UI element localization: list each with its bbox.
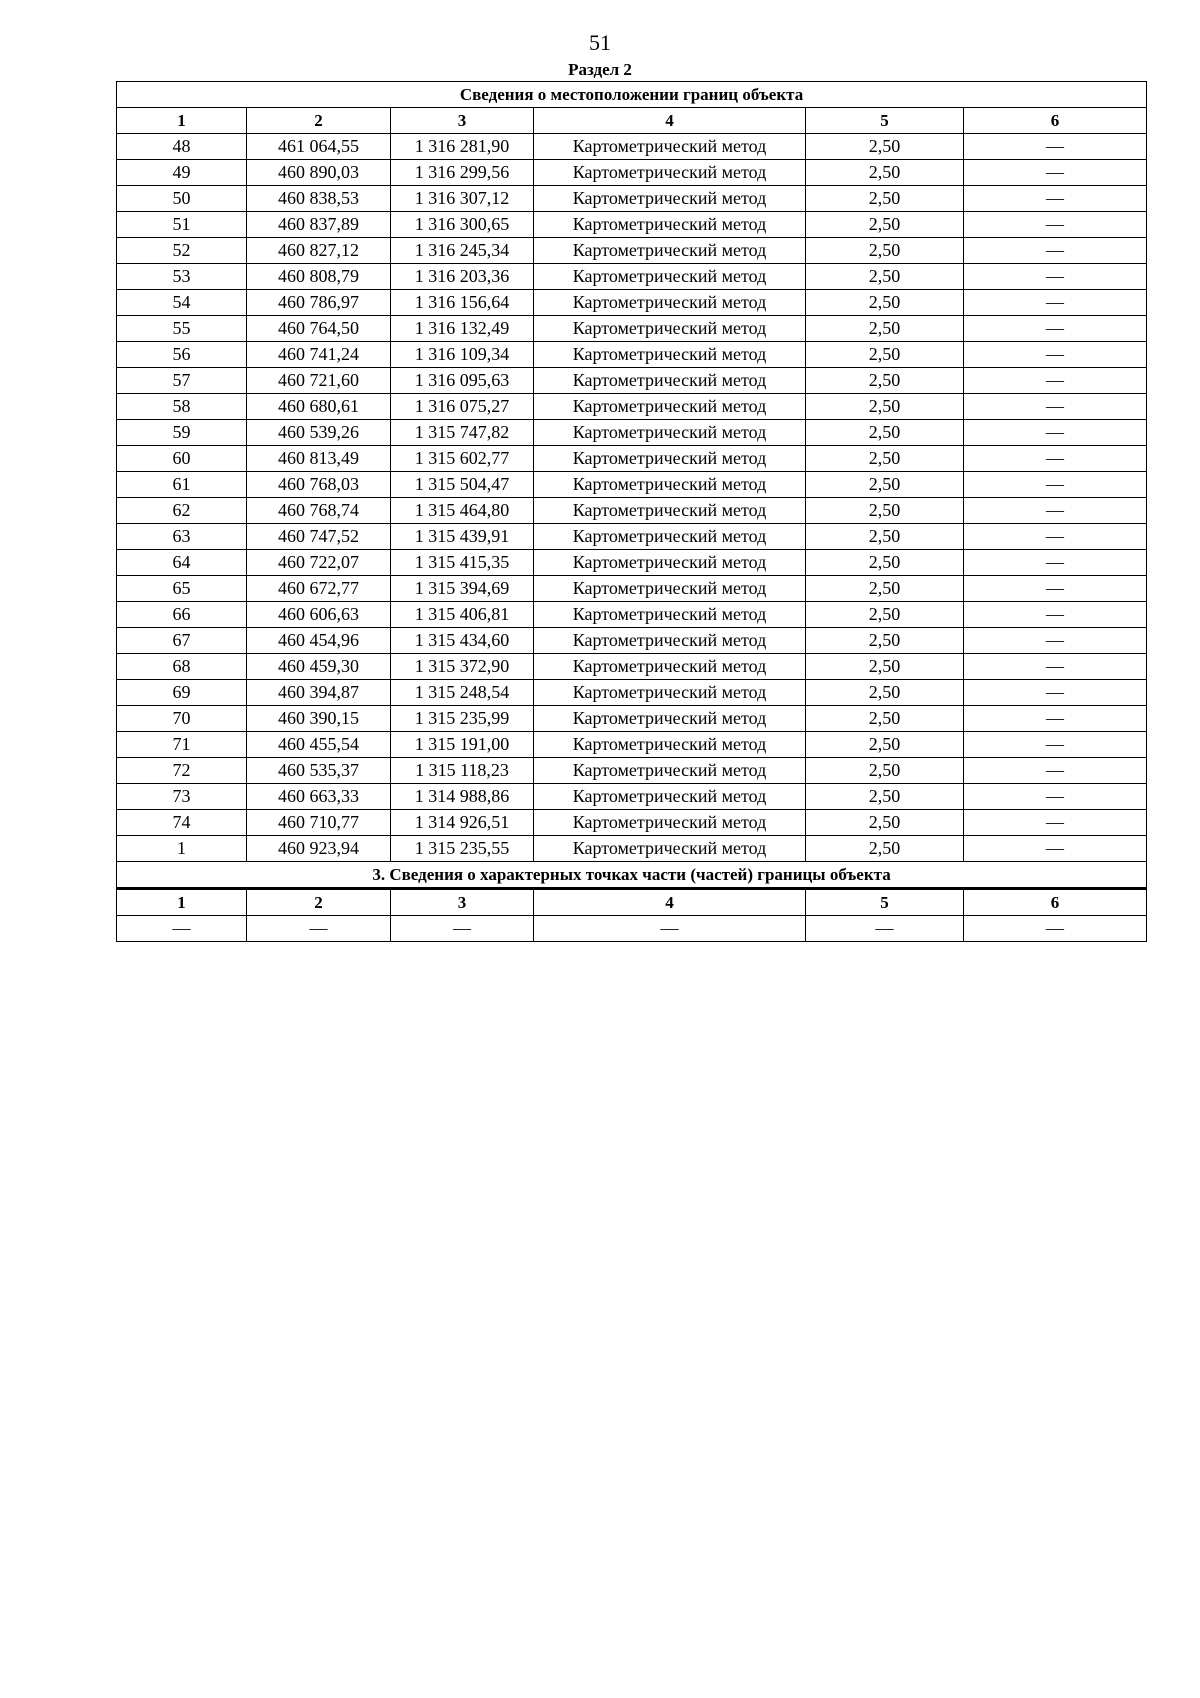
table-cell: 4 [534,108,806,134]
table-row [117,212,1147,238]
table-cell: — [964,706,1147,732]
table-cell: Картометрический метод [534,264,806,290]
table-cell: 72 [117,758,247,784]
table-cell: 460 535,37 [247,758,391,784]
table-cell: 460 786,97 [247,290,391,316]
table-cell: 1 316 245,34 [391,238,534,264]
table-row [117,680,1147,706]
table-cell: 2,50 [806,316,964,342]
table-cell: — [964,134,1147,160]
table-cell: — [964,160,1147,186]
table-cell: Картометрический метод [534,212,806,238]
table-cell: Картометрический метод [534,342,806,368]
table-cell: 1 314 988,86 [391,784,534,810]
table-row [117,602,1147,628]
table-cell: 2 [247,889,391,916]
table-cell: — [964,602,1147,628]
table-cell: — [964,550,1147,576]
table-cell: 1 316 156,64 [391,290,534,316]
table-cell: 2,50 [806,758,964,784]
table-cell: 53 [117,264,247,290]
table-cell: 1 314 926,51 [391,810,534,836]
table-cell: Картометрический метод [534,576,806,602]
table-cell: 1 [117,836,247,862]
table-cell: 460 606,63 [247,602,391,628]
table-cell: 55 [117,316,247,342]
table-cell: 3 [391,889,534,916]
table-cell: 2,50 [806,212,964,238]
table-cell: 1 316 132,49 [391,316,534,342]
table-cell: Картометрический метод [534,628,806,654]
table-row [117,342,1147,368]
table-cell: 49 [117,160,247,186]
table-cell: — [964,238,1147,264]
table-cell: 460 459,30 [247,654,391,680]
table-cell: 2,50 [806,264,964,290]
table-cell: 460 813,49 [247,446,391,472]
table-cell: 1 315 602,77 [391,446,534,472]
table-cell: 2,50 [806,836,964,862]
table-cell: — [964,758,1147,784]
table-cell: — [534,916,806,942]
table-cell: 1 316 109,34 [391,342,534,368]
table-row [117,628,1147,654]
table-cell: 460 768,74 [247,498,391,524]
section3-header-row [117,889,1147,916]
table-cell: 52 [117,238,247,264]
table-cell: 69 [117,680,247,706]
table-cell: 50 [117,186,247,212]
table-cell: — [391,916,534,942]
table-cell: 2,50 [806,706,964,732]
table-cell: 63 [117,524,247,550]
table-cell: — [964,446,1147,472]
table-cell: 460 741,24 [247,342,391,368]
table-cell: Картометрический метод [534,784,806,810]
table-cell: 460 768,03 [247,472,391,498]
table-title-row [117,82,1147,108]
table-row [117,732,1147,758]
table-cell: 59 [117,420,247,446]
table-cell: 460 721,60 [247,368,391,394]
table-cell: 460 390,15 [247,706,391,732]
table-cell: 1 316 299,56 [391,160,534,186]
table-row [117,134,1147,160]
table-cell: 64 [117,550,247,576]
table-cell: 2,50 [806,446,964,472]
table-cell: 2 [247,108,391,134]
table-cell: Картометрический метод [534,654,806,680]
table-cell: 54 [117,290,247,316]
table-cell: 73 [117,784,247,810]
table-cell: 57 [117,368,247,394]
table-cell: 62 [117,498,247,524]
table-row [117,810,1147,836]
table-cell: 2,50 [806,550,964,576]
table-cell: 68 [117,654,247,680]
table-cell: 2,50 [806,732,964,758]
table-row [117,264,1147,290]
table-cell: 1 316 307,12 [391,186,534,212]
table-cell: 51 [117,212,247,238]
table-cell: 460 394,87 [247,680,391,706]
table-cell: 460 827,12 [247,238,391,264]
boundary-table-body [117,82,1147,942]
table-cell: 5 [806,889,964,916]
table-cell: Картометрический метод [534,836,806,862]
table-cell: — [964,420,1147,446]
table-cell: 460 747,52 [247,524,391,550]
table-cell: 2,50 [806,680,964,706]
page-number: 51 [589,30,611,55]
table-cell: — [964,680,1147,706]
table-cell: 71 [117,732,247,758]
table-cell: — [806,916,964,942]
table-row [117,654,1147,680]
table-cell: 1 315 747,82 [391,420,534,446]
table-row [117,238,1147,264]
table-cell: 460 808,79 [247,264,391,290]
table-cell: 1 [117,889,247,916]
table-cell: — [964,654,1147,680]
table-cell: 1 315 406,81 [391,602,534,628]
table-cell: 48 [117,134,247,160]
table-header-row [117,108,1147,134]
table-cell: 2,50 [806,576,964,602]
table-cell: Картометрический метод [534,420,806,446]
table-cell: — [964,576,1147,602]
table-cell: 460 923,94 [247,836,391,862]
table-cell: 460 672,77 [247,576,391,602]
table-cell: 460 710,77 [247,810,391,836]
table-cell: Картометрический метод [534,446,806,472]
table-cell: 460 838,53 [247,186,391,212]
table-cell: 61 [117,472,247,498]
table-row [117,758,1147,784]
table-cell: 2,50 [806,368,964,394]
table-cell: — [964,498,1147,524]
table-cell: 1 315 235,99 [391,706,534,732]
section3-title-row [117,862,1147,889]
table-cell: 70 [117,706,247,732]
table-cell: 2,50 [806,420,964,446]
section-title: Раздел 2 [568,60,632,79]
table-cell: 5 [806,108,964,134]
table-cell: 1 316 075,27 [391,394,534,420]
table-cell: — [964,264,1147,290]
table-cell: 2,50 [806,160,964,186]
table-cell: Картометрический метод [534,550,806,576]
table-cell: 460 680,61 [247,394,391,420]
table-row [117,290,1147,316]
table-cell: Картометрический метод [534,810,806,836]
table-cell: 1 315 372,90 [391,654,534,680]
table-cell: — [964,810,1147,836]
table-cell: Картометрический метод [534,680,806,706]
table-cell: 2,50 [806,654,964,680]
table-cell: Картометрический метод [534,238,806,264]
table-cell: — [964,368,1147,394]
table-cell: 1 315 415,35 [391,550,534,576]
table-cell: Картометрический метод [534,186,806,212]
table-cell: — [964,836,1147,862]
table-cell: 65 [117,576,247,602]
table-cell: 460 837,89 [247,212,391,238]
table-title: Сведения о местоположении границ объекта [117,82,1147,108]
table-row [117,446,1147,472]
table-cell: 2,50 [806,134,964,160]
table-cell: Картометрический метод [534,316,806,342]
table-cell: 460 454,96 [247,628,391,654]
table-row [117,186,1147,212]
table-cell: Картометрический метод [534,732,806,758]
table-cell: 67 [117,628,247,654]
table-cell: — [964,784,1147,810]
table-cell: 66 [117,602,247,628]
table-row [117,394,1147,420]
table-cell: 2,50 [806,394,964,420]
table-row [117,316,1147,342]
table-cell: 1 315 434,60 [391,628,534,654]
table-cell: 60 [117,446,247,472]
table-cell: 2,50 [806,810,964,836]
table-cell: 1 315 118,23 [391,758,534,784]
table-cell: 460 722,07 [247,550,391,576]
table-cell: 460 663,33 [247,784,391,810]
table-cell: Картометрический метод [534,290,806,316]
boundary-table [116,81,1147,942]
table-cell: 56 [117,342,247,368]
table-cell: 460 890,03 [247,160,391,186]
table-cell: 74 [117,810,247,836]
table-cell: 6 [964,108,1147,134]
table-cell: — [964,290,1147,316]
table-cell: Картометрический метод [534,134,806,160]
table-cell: 1 315 439,91 [391,524,534,550]
table-cell: — [247,916,391,942]
table-cell: Картометрический метод [534,472,806,498]
table-cell: 1 316 095,63 [391,368,534,394]
table-row [117,498,1147,524]
table-cell: 2,50 [806,342,964,368]
table-cell: 6 [964,889,1147,916]
table-cell: — [964,472,1147,498]
table-cell: Картометрический метод [534,498,806,524]
table-row [117,550,1147,576]
table-cell: Картометрический метод [534,394,806,420]
table-cell: Картометрический метод [534,160,806,186]
table-cell: — [964,212,1147,238]
table-cell: 2,50 [806,290,964,316]
table-cell: 1 315 235,55 [391,836,534,862]
table-cell: 1 315 248,54 [391,680,534,706]
table-cell: 1 315 504,47 [391,472,534,498]
table-cell: — [964,394,1147,420]
section3-title: 3. Сведения о характерных точках части (частей) границы объекта [117,862,1147,889]
table-cell: Картометрический метод [534,368,806,394]
table-cell: 2,50 [806,602,964,628]
table-cell: Картометрический метод [534,524,806,550]
section3-row [117,916,1147,942]
table-row [117,784,1147,810]
table-cell: — [964,316,1147,342]
table-cell: Картометрический метод [534,758,806,784]
table-row [117,706,1147,732]
table-cell: — [117,916,247,942]
table-cell: 1 316 300,65 [391,212,534,238]
table-cell: Картометрический метод [534,602,806,628]
table-cell: 2,50 [806,498,964,524]
table-row [117,472,1147,498]
table-cell: 461 064,55 [247,134,391,160]
table-cell: 460 764,50 [247,316,391,342]
table-cell: 2,50 [806,186,964,212]
table-cell: 2,50 [806,472,964,498]
table-cell: 2,50 [806,628,964,654]
table-cell: 460 539,26 [247,420,391,446]
table-cell: 460 455,54 [247,732,391,758]
table-cell: — [964,628,1147,654]
table-cell: 2,50 [806,524,964,550]
table-cell: 1 [117,108,247,134]
table-cell: — [964,342,1147,368]
table-cell: — [964,916,1147,942]
table-row [117,368,1147,394]
table-cell: 1 316 281,90 [391,134,534,160]
table-row [117,576,1147,602]
table-cell: 1 315 191,00 [391,732,534,758]
table-cell: Картометрический метод [534,706,806,732]
table-cell: — [964,524,1147,550]
table-row [117,524,1147,550]
table-cell: 2,50 [806,238,964,264]
table-cell: 3 [391,108,534,134]
table-cell: — [964,732,1147,758]
table-cell: 4 [534,889,806,916]
table-row [117,836,1147,862]
table-cell: 1 315 394,69 [391,576,534,602]
table-cell: 58 [117,394,247,420]
table-cell: 2,50 [806,784,964,810]
table-row [117,420,1147,446]
table-row [117,160,1147,186]
table-cell: 1 316 203,36 [391,264,534,290]
table-cell: — [964,186,1147,212]
table-cell: 1 315 464,80 [391,498,534,524]
